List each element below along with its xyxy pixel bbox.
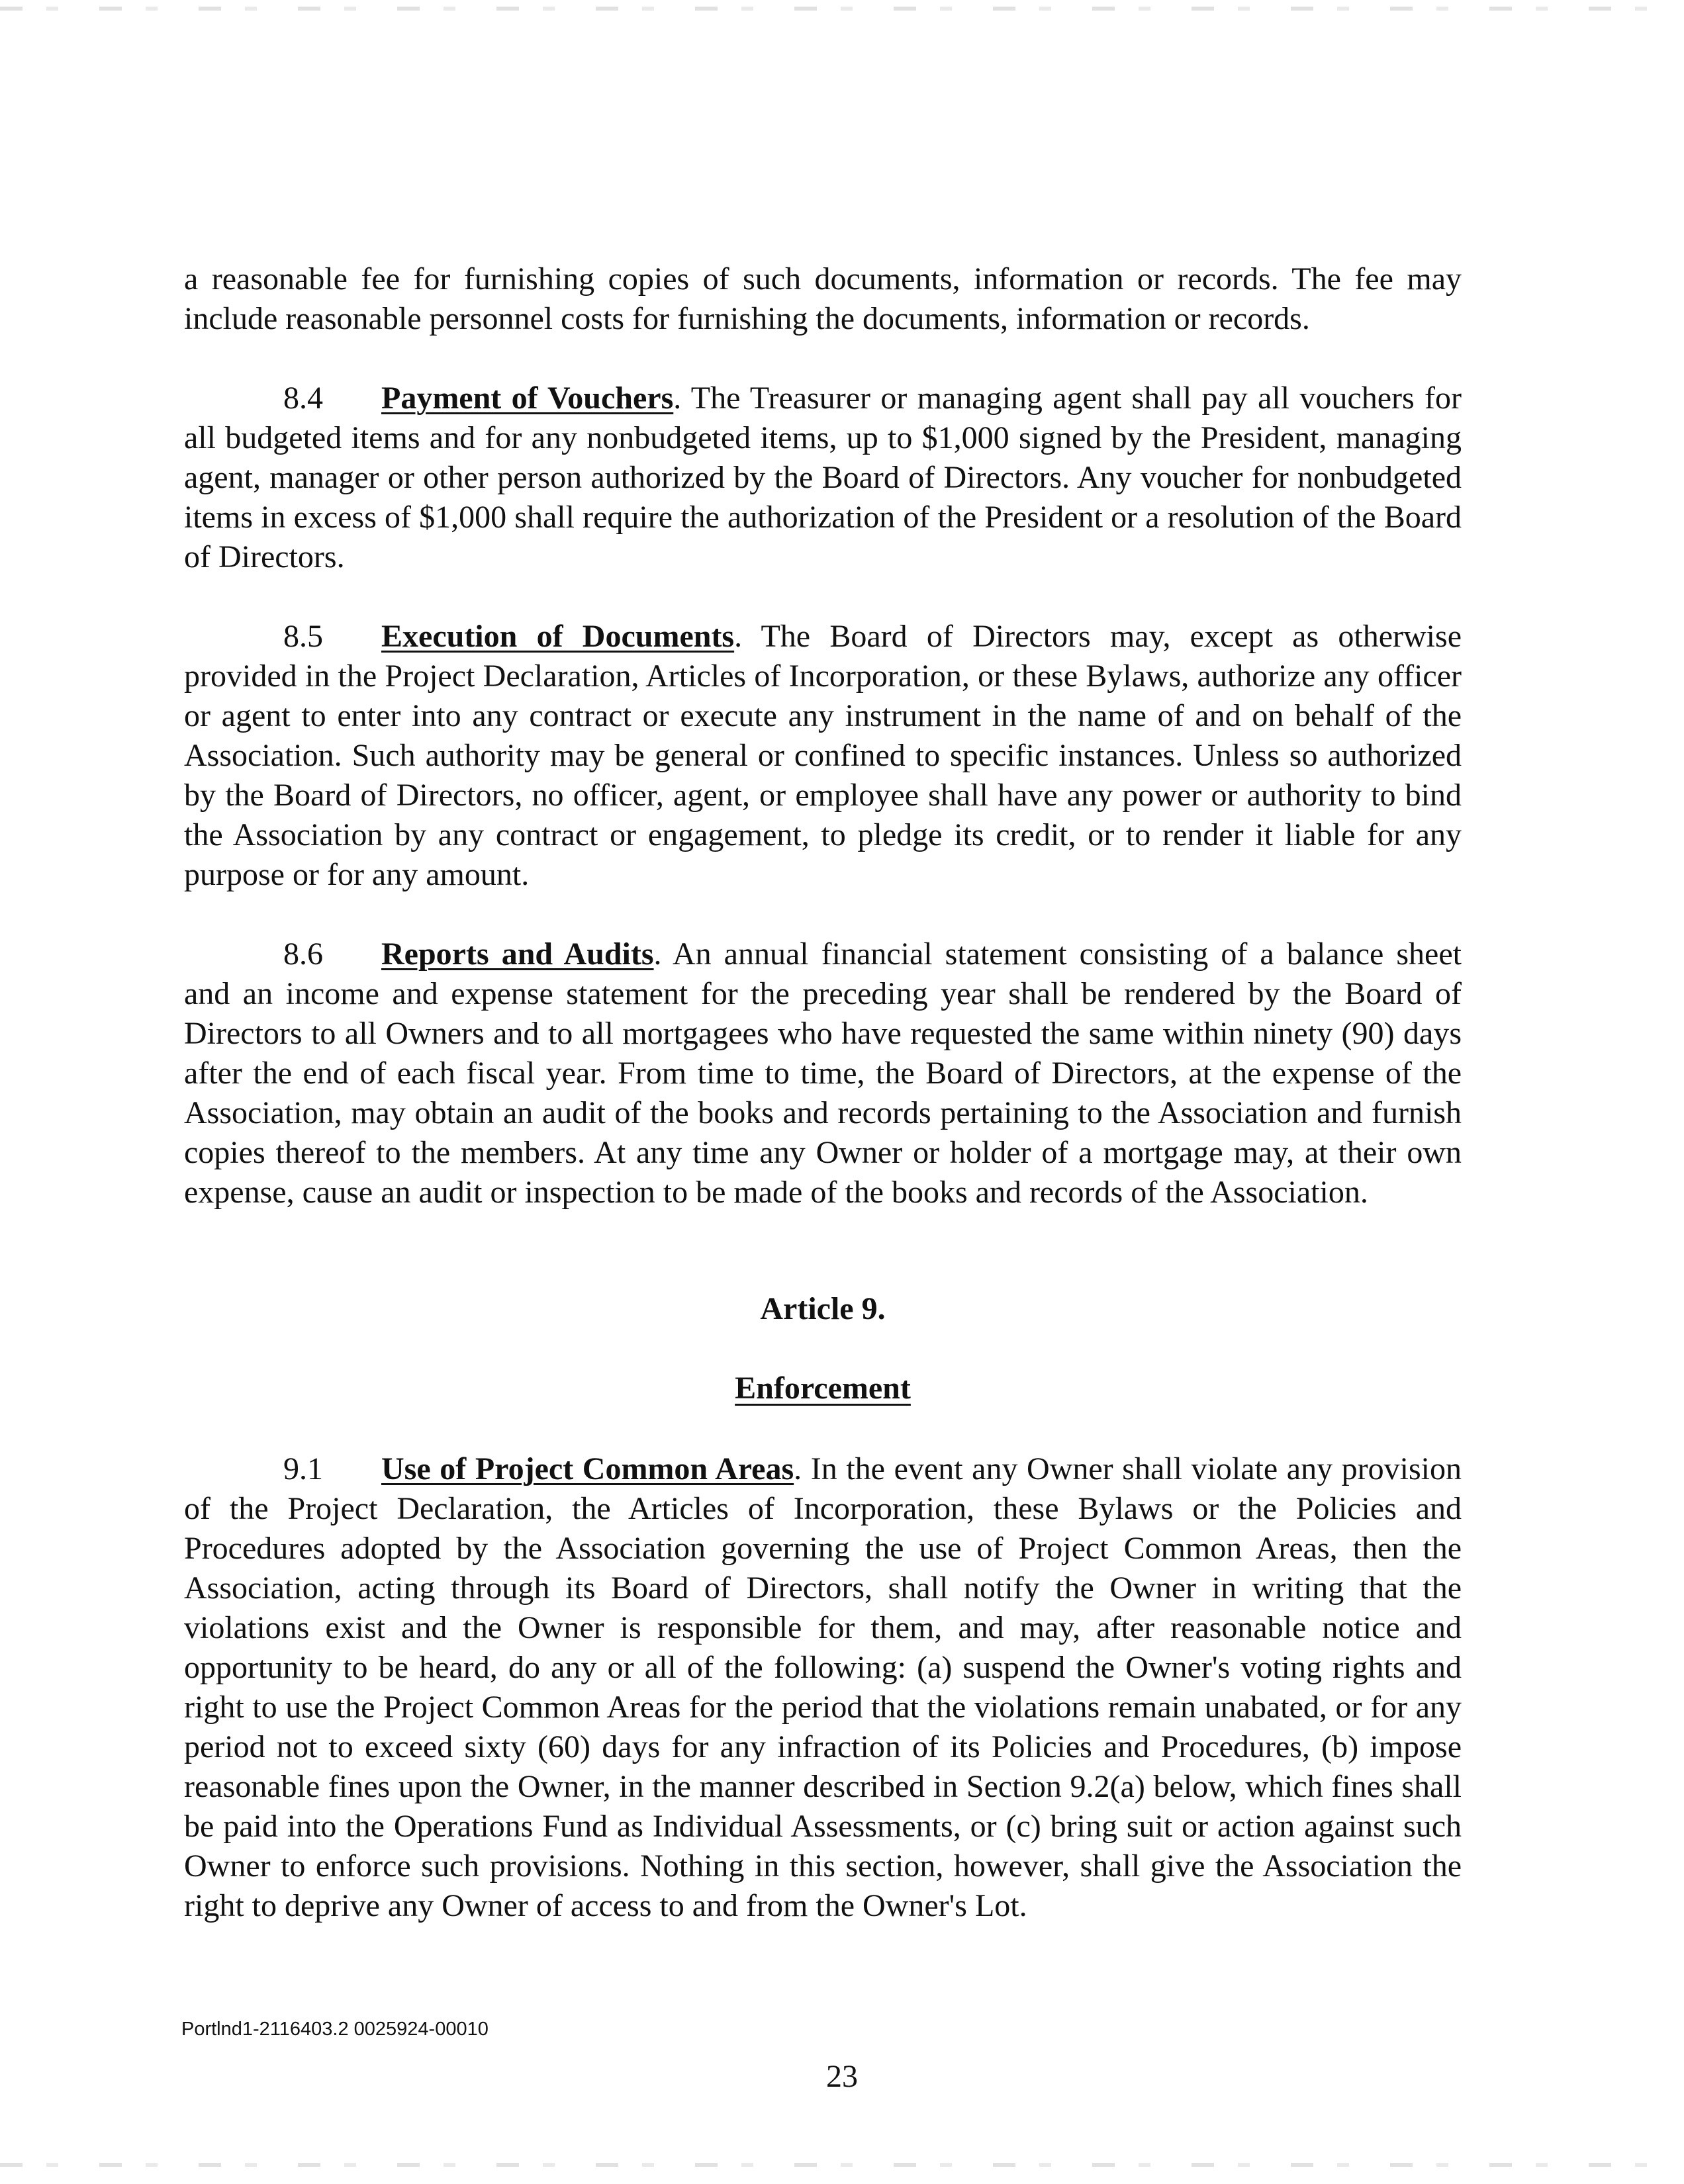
section-number: 8.6 bbox=[283, 936, 323, 972]
section-text: . An annual financial statement consisting of a balance sheet and an income and expense statement for the preceding year shall be rendered by the Board of Directors to all Owners and to all mortgagees who have requested the same within ninety (90) days after the end of each fiscal year. From time to time, the Board of Directors, at the expense of the Association, may obtain an audit of the books and records pertaining to the Association and furnish copies thereof to the members. At any time any Owner or holder of a mortgage may, at their own expense, cause an audit or inspection to be made of the books and records of the Association. bbox=[184, 936, 1462, 1210]
article-title-text: Enforcement bbox=[735, 1371, 911, 1406]
section-8-6-paragraph bbox=[184, 934, 1462, 1212]
scan-edge-top bbox=[0, 7, 1684, 11]
article-heading: Article 9. bbox=[760, 1291, 886, 1326]
section-number: 9.1 bbox=[283, 1451, 323, 1486]
article-title bbox=[184, 1370, 1462, 1406]
section-number: 8.5 bbox=[283, 619, 323, 654]
section-title: Payment of Vouchers bbox=[381, 381, 674, 416]
page-number: 23 bbox=[826, 2059, 858, 2094]
section-title: Reports and Audits bbox=[381, 936, 654, 972]
section-8-5-paragraph bbox=[184, 617, 1462, 895]
section-number: 8.4 bbox=[283, 381, 323, 416]
continuation-paragraph: a reasonable fee for furnishing copies of such documents, information or records. The fee may include reasonable personnel costs for furnishing the documents, information or records. bbox=[184, 261, 1462, 336]
section-text: . In the event any Owner shall violate any provision of the Project Declaration, the Articles of Incorporation, these Bylaws or the Policies and Procedures adopted by the Association governing the use of Project Common Areas, then the Association, acting through its Board of Directors, shall notify the Owner in writing that the violations exist and the Owner is responsible for them, and may, after reasonable notice and opportunity to be heard, do any or all of the following: (a) suspend the Owner's voting rights and right to use the Project Common Areas for the period that the violations remain unabated, or for any period not to exceed sixty (60) days for any infraction of its Policies and Procedures, (b) impose reasonable fines upon the Owner, in the manner described in Section 9.2(a) below, which fines shall be paid into the Operations Fund as Individual Assessments, or (c) bring suit or action against such Owner to enforce such provisions. Nothing in this section, however, shall give the Association the right to deprive any Owner of access to and from the Owner's Lot. bbox=[184, 1451, 1462, 1923]
section-title: Execution of Documents bbox=[381, 619, 735, 654]
section-8-4-paragraph bbox=[184, 379, 1462, 577]
section-title: Use of Project Common Areas bbox=[381, 1451, 794, 1486]
footer-document-reference: Portlnd1-2116403.2 0025924-00010 bbox=[181, 2019, 489, 2040]
section-9-1-paragraph bbox=[184, 1449, 1462, 1926]
section-text: . The Board of Directors may, except as otherwise provided in the Project Declaration, Articles of Incorporation, or these Bylaws, authorize any officer or agent to enter into any contract or execute any instrument in the name of and on behalf of the Association. Such authority may be general or confined to specific instances. Unless so authorized by the Board of Directors, no officer, agent, or employee shall have any power or authority to bind the Association by any contract or engagement, to pledge its credit, or to render it liable for any purpose or for any amount. bbox=[184, 619, 1462, 892]
section-text: . The Treasurer or managing agent shall pay all vouchers for all budgeted items and for any nonbudgeted items, up to $1,000 signed by the President, managing agent, manager or other person authorized by the Board of Directors. Any voucher for nonbudgeted items in excess of $1,000 shall require the authorization of the President or a resolution of the Board of Directors. bbox=[184, 381, 1462, 574]
scan-edge-bottom bbox=[0, 2163, 1684, 2167]
